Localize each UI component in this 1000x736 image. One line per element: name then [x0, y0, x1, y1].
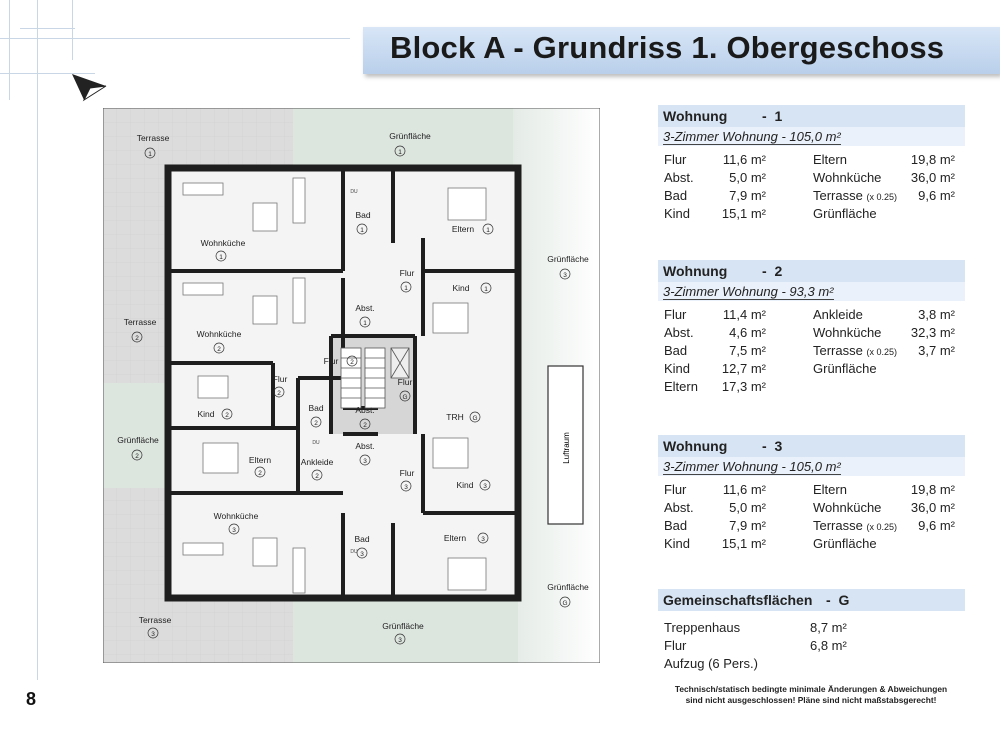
label-num: 3	[151, 631, 155, 638]
frame-line	[37, 0, 38, 680]
label-num: 3	[563, 272, 567, 279]
frame-line	[0, 38, 350, 39]
area-row: Kind 12,7 m² Grünfläche	[664, 361, 877, 376]
label-num: 3	[360, 551, 364, 558]
page-title: Block A - Grundriss 1. Obergeschoss	[390, 30, 945, 65]
label-gruenflaeche-2: Grünfläche	[117, 435, 159, 445]
label-gruenflaeche-6: Grünfläche	[547, 254, 589, 264]
label-flur-2b: Flur	[272, 374, 288, 384]
label-num: G	[402, 394, 408, 401]
label-num: 2	[314, 420, 318, 427]
frame-line	[20, 28, 75, 29]
label-num: G	[562, 600, 568, 607]
label-eltern-3: Eltern	[443, 533, 467, 543]
area-row: Kind 15,1 m² Grünfläche	[664, 206, 877, 221]
label-gruenflaeche-1: Grünfläche	[389, 131, 431, 141]
label-wohnkueche-1: Wohnküche	[200, 238, 246, 248]
floor-plan	[103, 108, 600, 663]
area-table	[658, 151, 965, 223]
common-areas-section	[658, 589, 965, 673]
section-header	[658, 260, 965, 282]
label-num: 2	[315, 473, 319, 480]
area-row: Abst. 5,0 m² Wohnküche 36,0 m²	[664, 500, 955, 515]
label-du-1: DU	[350, 189, 358, 195]
apartment-3-section	[658, 435, 965, 553]
section-header-label: Gemeinschaftsflächen	[663, 592, 813, 608]
area-row: Treppenhaus 8,7 m²	[664, 620, 847, 635]
compass-label: N	[81, 87, 91, 97]
label-gruenflaeche-3: Grünfläche	[382, 621, 424, 631]
label-du-2: DU	[312, 440, 320, 446]
section-header-number: - 2	[762, 263, 783, 279]
label-num: 1	[486, 227, 490, 234]
label-terrasse-3: Terrasse	[138, 615, 172, 625]
label-kind-1: Kind	[452, 283, 470, 293]
label-num: 2	[277, 390, 281, 397]
area-table	[658, 481, 965, 553]
label-eltern-1: Eltern	[451, 224, 475, 234]
compass-north-icon	[70, 72, 110, 102]
page-number: 8	[26, 689, 37, 709]
area-row: Flur 11,4 m² Ankleide 3,8 m²	[664, 307, 955, 322]
label-trh: TRH	[446, 412, 464, 422]
section-header-number: - G	[826, 592, 850, 608]
label-num: G	[472, 415, 478, 422]
frame-line	[9, 0, 10, 100]
label-num: 1	[219, 254, 223, 261]
area-table	[658, 619, 965, 673]
label-num: 2	[363, 422, 367, 429]
section-header-label: Wohnung	[663, 263, 728, 279]
section-subtitle: 3-Zimmer Wohnung - 105,0 m²	[658, 457, 965, 476]
label-num: 2	[350, 359, 354, 366]
label-num: 2	[217, 346, 221, 353]
section-header-label: Wohnung	[663, 108, 728, 124]
label-bad-1: Bad	[355, 210, 371, 220]
label-num: 2	[258, 470, 262, 477]
label-bad-3: Bad	[354, 534, 370, 544]
label-terrasse-1: Terrasse	[136, 133, 170, 143]
label-flur-2: Flur	[323, 356, 339, 366]
area-row: Abst. 4,6 m² Wohnküche 32,3 m²	[664, 325, 955, 340]
label-num: 1	[148, 151, 152, 158]
apartment-2-section	[658, 260, 965, 396]
label-num: 2	[135, 335, 139, 342]
section-header	[658, 435, 965, 457]
label-num: 3	[483, 483, 487, 490]
disclaimer-note: Technisch/statisch bedingte minimale Änderungen & Abweichungen sind nicht ausgeschlossen! Pläne sind nicht maßstabsgerecht!	[674, 684, 948, 705]
label-num: 1	[360, 227, 364, 234]
area-row: Eltern 17,3 m²	[664, 379, 766, 394]
label-ankleide-2: Ankleide	[300, 457, 334, 467]
label-num: 2	[135, 453, 139, 460]
area-row: Flur 11,6 m² Eltern 19,8 m²	[664, 152, 955, 167]
area-table	[658, 306, 965, 396]
label-terrasse-2: Terrasse	[123, 317, 157, 327]
section-header-number: - 3	[762, 438, 783, 454]
label-abst-2: Abst.	[355, 405, 375, 415]
label-num: 1	[398, 149, 402, 156]
label-num: 2	[225, 412, 229, 419]
label-bad-2: Bad	[308, 403, 324, 413]
label-num: 3	[398, 637, 402, 644]
section-subtitle: 3-Zimmer Wohnung - 105,0 m²	[658, 127, 965, 146]
label-flur-1: Flur	[399, 268, 415, 278]
section-header	[658, 589, 965, 611]
area-row: Aufzug (6 Pers.)	[664, 656, 758, 671]
label-num: 3	[481, 536, 485, 543]
section-header	[658, 105, 965, 127]
label-abst-1: Abst.	[355, 303, 375, 313]
label-flur-3: Flur	[399, 468, 415, 478]
label-num: 1	[404, 285, 408, 292]
area-row: Kind 15,1 m² Grünfläche	[664, 536, 877, 551]
label-num: 3	[404, 484, 408, 491]
area-row: Bad 7,5 m² Terrasse (x 0.25) 3,7 m²	[664, 343, 955, 358]
area-row: Bad 7,9 m² Terrasse (x 0.25) 9,6 m²	[664, 518, 955, 533]
label-gruenflaeche-g: Grünfläche	[547, 582, 589, 592]
label-wohnkueche-3: Wohnküche	[213, 511, 259, 521]
label-eltern-2: Eltern	[248, 455, 272, 465]
label-wohnkueche-2: Wohnküche	[196, 329, 242, 339]
area-row: Flur 11,6 m² Eltern 19,8 m²	[664, 482, 955, 497]
section-header-label: Wohnung	[663, 438, 728, 454]
label-num: 1	[363, 320, 367, 327]
luftraum-label: Luftraum	[562, 432, 571, 464]
apartment-1-section	[658, 105, 965, 223]
label-abst-3: Abst.	[355, 441, 375, 451]
terrasse-2-area	[103, 273, 173, 383]
area-row: Bad 7,9 m² Terrasse (x 0.25) 9,6 m²	[664, 188, 955, 203]
label-num: 3	[232, 527, 236, 534]
label-flur-g: Flur	[397, 377, 413, 387]
frame-line	[72, 0, 73, 60]
area-row: Abst. 5,0 m² Wohnküche 36,0 m²	[664, 170, 955, 185]
label-num: 1	[484, 286, 488, 293]
section-header-number: - 1	[762, 108, 783, 124]
label-kind-2: Kind	[197, 409, 215, 419]
area-row: Flur 6,8 m²	[664, 638, 847, 653]
label-du-3: DU	[350, 549, 358, 555]
section-subtitle: 3-Zimmer Wohnung - 93,3 m²	[658, 282, 965, 301]
label-kind-3: Kind	[456, 480, 474, 490]
label-num: 3	[363, 458, 367, 465]
